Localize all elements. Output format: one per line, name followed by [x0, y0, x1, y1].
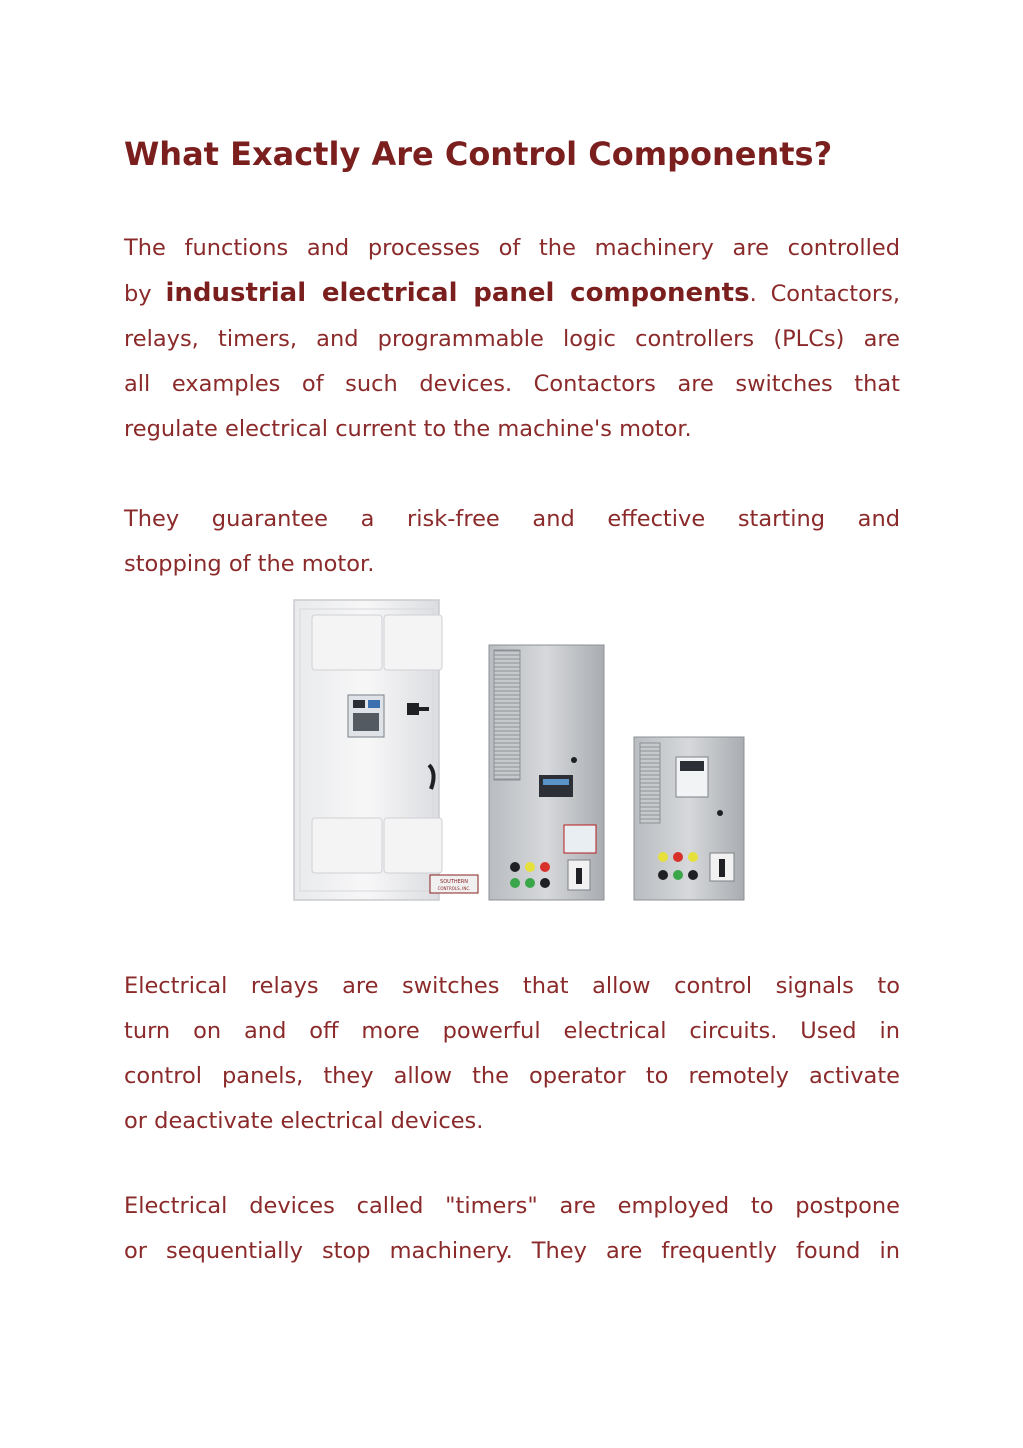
inline-text: . Contactors,	[749, 281, 901, 307]
tall-steel-cabinet	[489, 645, 604, 900]
paragraph-line: all examples of such devices. Contactors are switches that	[124, 371, 900, 397]
small-steel-cabinet	[634, 737, 744, 900]
paragraph-line: or sequentially stop machinery. They are frequently found in	[124, 1238, 900, 1264]
page-title: What Exactly Are Control Components?	[124, 135, 833, 173]
logo-text: SOUTHERN	[440, 879, 468, 885]
paragraph-line: relays, timers, and programmable logic controllers (PLCs) are	[124, 326, 900, 352]
paragraph-line: Electrical relays are switches that allow control signals to	[124, 973, 900, 999]
control-panels-image	[264, 585, 764, 930]
paragraph-line: They guarantee a risk-free and effective starting and	[124, 506, 900, 532]
paragraph-line: control panels, they allow the operator to remotely activate	[124, 1063, 900, 1089]
paragraph-intro	[124, 226, 900, 452]
inline-text: by	[124, 281, 152, 307]
paragraph-timers	[124, 1184, 900, 1274]
paragraph-motor	[124, 497, 900, 587]
paragraph-line	[124, 271, 900, 317]
large-cabinet	[294, 600, 478, 900]
paragraph-line: turn on and off more powerful electrical circuits. Used in	[124, 1018, 900, 1044]
paragraph-relays	[124, 964, 900, 1144]
paragraph-line: stopping of the motor.	[124, 551, 375, 577]
keyword-link[interactable]: industrial electrical panel components	[165, 278, 750, 308]
paragraph-line: or deactivate electrical devices.	[124, 1108, 484, 1134]
control-panels-illustration	[264, 585, 764, 930]
paragraph-line: The functions and processes of the machinery are controlled	[124, 235, 900, 261]
paragraph-line: regulate electrical current to the machine's motor.	[124, 416, 692, 442]
logo-text: CONTROLS, INC.	[437, 886, 471, 891]
paragraph-line: Electrical devices called "timers" are employed to postpone	[124, 1193, 900, 1219]
